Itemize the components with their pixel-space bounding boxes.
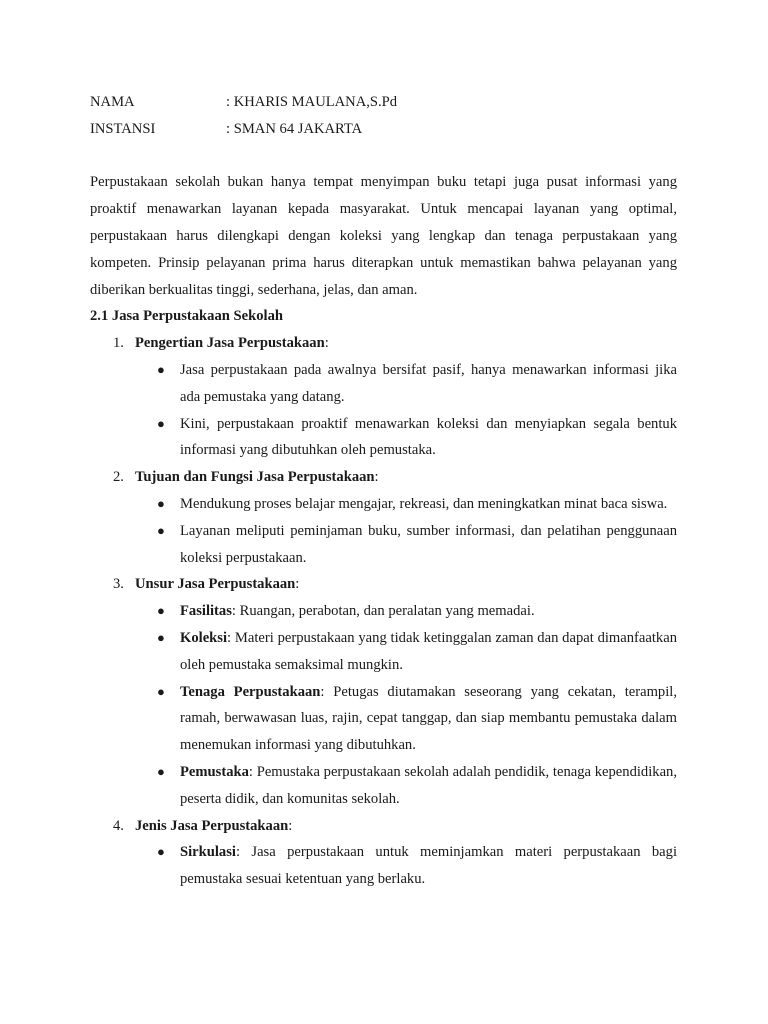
list-item [135, 598, 677, 625]
bullet-icon: ● [157, 361, 165, 377]
document-page [90, 89, 677, 893]
numbered-list [90, 330, 677, 893]
bullet-icon: ● [157, 495, 165, 511]
bullet-list [135, 839, 677, 893]
bullet-icon: ● [157, 629, 165, 645]
institution-label: INSTANSI [90, 120, 156, 137]
bullet-lead: Sirkulasi [180, 844, 236, 861]
bullet-icon: ● [157, 763, 165, 779]
item-title: Unsur Jasa Perpustakaan [135, 576, 296, 593]
bullet-icon: ● [157, 603, 165, 619]
list-item [135, 839, 677, 893]
item-colon: : [374, 469, 379, 486]
bullet-list [135, 357, 677, 464]
item-colon: : [324, 335, 329, 352]
bullet-lead: Tenaga Perpustakaan [180, 683, 321, 700]
item-title: Jenis Jasa Perpustakaan [135, 817, 289, 834]
item-title: Pengertian Jasa Perpustakaan [135, 335, 325, 352]
item-number: 3. [113, 576, 124, 593]
bullet-text: : Jasa perpustakaan untuk meminjamkan materi perpustakaan bagi pemustaka sesuai ketentuan yang berlaku. [180, 844, 677, 888]
list-item [135, 518, 677, 572]
numbered-item [90, 464, 677, 571]
bullet-icon: ● [157, 683, 165, 699]
item-number: 2. [113, 469, 124, 486]
list-item [135, 759, 677, 813]
bullet-text: : Petugas diutamakan seseorang yang cekatan, terampil, ramah, berwawasan luas, rajin, cepat tanggap, dan siap membantu pemustaka dalam menemukan informasi yang dibutuhkan. [180, 683, 677, 754]
item-colon: : [295, 576, 300, 593]
numbered-item [90, 571, 677, 812]
name-row [90, 89, 677, 116]
numbered-item [90, 813, 677, 893]
list-item [135, 625, 677, 679]
bullet-text: : Materi perpustakaan yang tidak ketinggalan zaman dan dapat dimanfaatkan oleh pemustaka semaksimal mungkin. [180, 629, 677, 673]
bullet-lead: Koleksi [180, 629, 228, 646]
bullet-text: Kini, perpustakaan proaktif menawarkan koleksi dan menyiapkan segala bentuk informasi yang dibutuhkan oleh pemustaka. [180, 415, 677, 459]
name-label: NAMA [90, 94, 135, 110]
bullet-text: Layanan meliputi peminjaman buku, sumber informasi, dan pelatihan penggunaan koleksi perpustakaan. [180, 522, 677, 566]
list-item [135, 357, 677, 411]
list-item [135, 679, 677, 759]
bullet-text: Jasa perpustakaan pada awalnya bersifat pasif, hanya menawarkan informasi jika ada pemustaka yang datang. [180, 361, 677, 405]
bullet-list [135, 598, 677, 812]
bullet-icon: ● [157, 522, 165, 538]
list-item [135, 411, 677, 465]
list-item [135, 491, 677, 518]
bullet-text: : Pemustaka perpustakaan sekolah adalah pendidik, tenaga kependidikan, peserta didik, dan komunitas sekolah. [180, 763, 677, 807]
item-number: 4. [113, 817, 124, 834]
institution-value: : SMAN 64 JAKARTA [226, 120, 363, 137]
name-value: : KHARIS MAULANA,S.Pd [226, 94, 398, 110]
bullet-icon: ● [157, 415, 165, 431]
item-number: 1. [113, 335, 124, 352]
spacer [90, 143, 677, 170]
item-colon: : [288, 817, 293, 834]
bullet-lead: Pemustaka [180, 763, 249, 780]
bullet-text: : Ruangan, perabotan, dan peralatan yang memadai. [231, 603, 535, 620]
institution-row [90, 116, 677, 143]
intro-paragraph: Perpustakaan sekolah bukan hanya tempat menyimpan buku tetapi juga pusat informasi yang proaktif menawarkan layanan kepada masyarakat. Untuk mencapai layanan yang optimal, perpustakaan harus dilengkapi dengan koleksi yang lengkap dan tenaga perpustakaan yang kompeten. Prinsip pelayanan prima harus diterapkan untuk memastikan bahwa pelayanan yang diberikan berkualitas tinggi, sederhana, jelas, dan aman. [90, 174, 677, 298]
section-heading: 2.1 Jasa Perpustakaan Sekolah [90, 308, 283, 325]
bullet-text: Mendukung proses belajar mengajar, rekreasi, dan meningkatkan minat baca siswa. [180, 495, 668, 512]
bullet-icon: ● [157, 844, 165, 860]
numbered-item [90, 330, 677, 464]
item-title: Tujuan dan Fungsi Jasa Perpustakaan [135, 469, 375, 486]
bullet-lead: Fasilitas [180, 603, 232, 620]
bullet-list [135, 491, 677, 571]
